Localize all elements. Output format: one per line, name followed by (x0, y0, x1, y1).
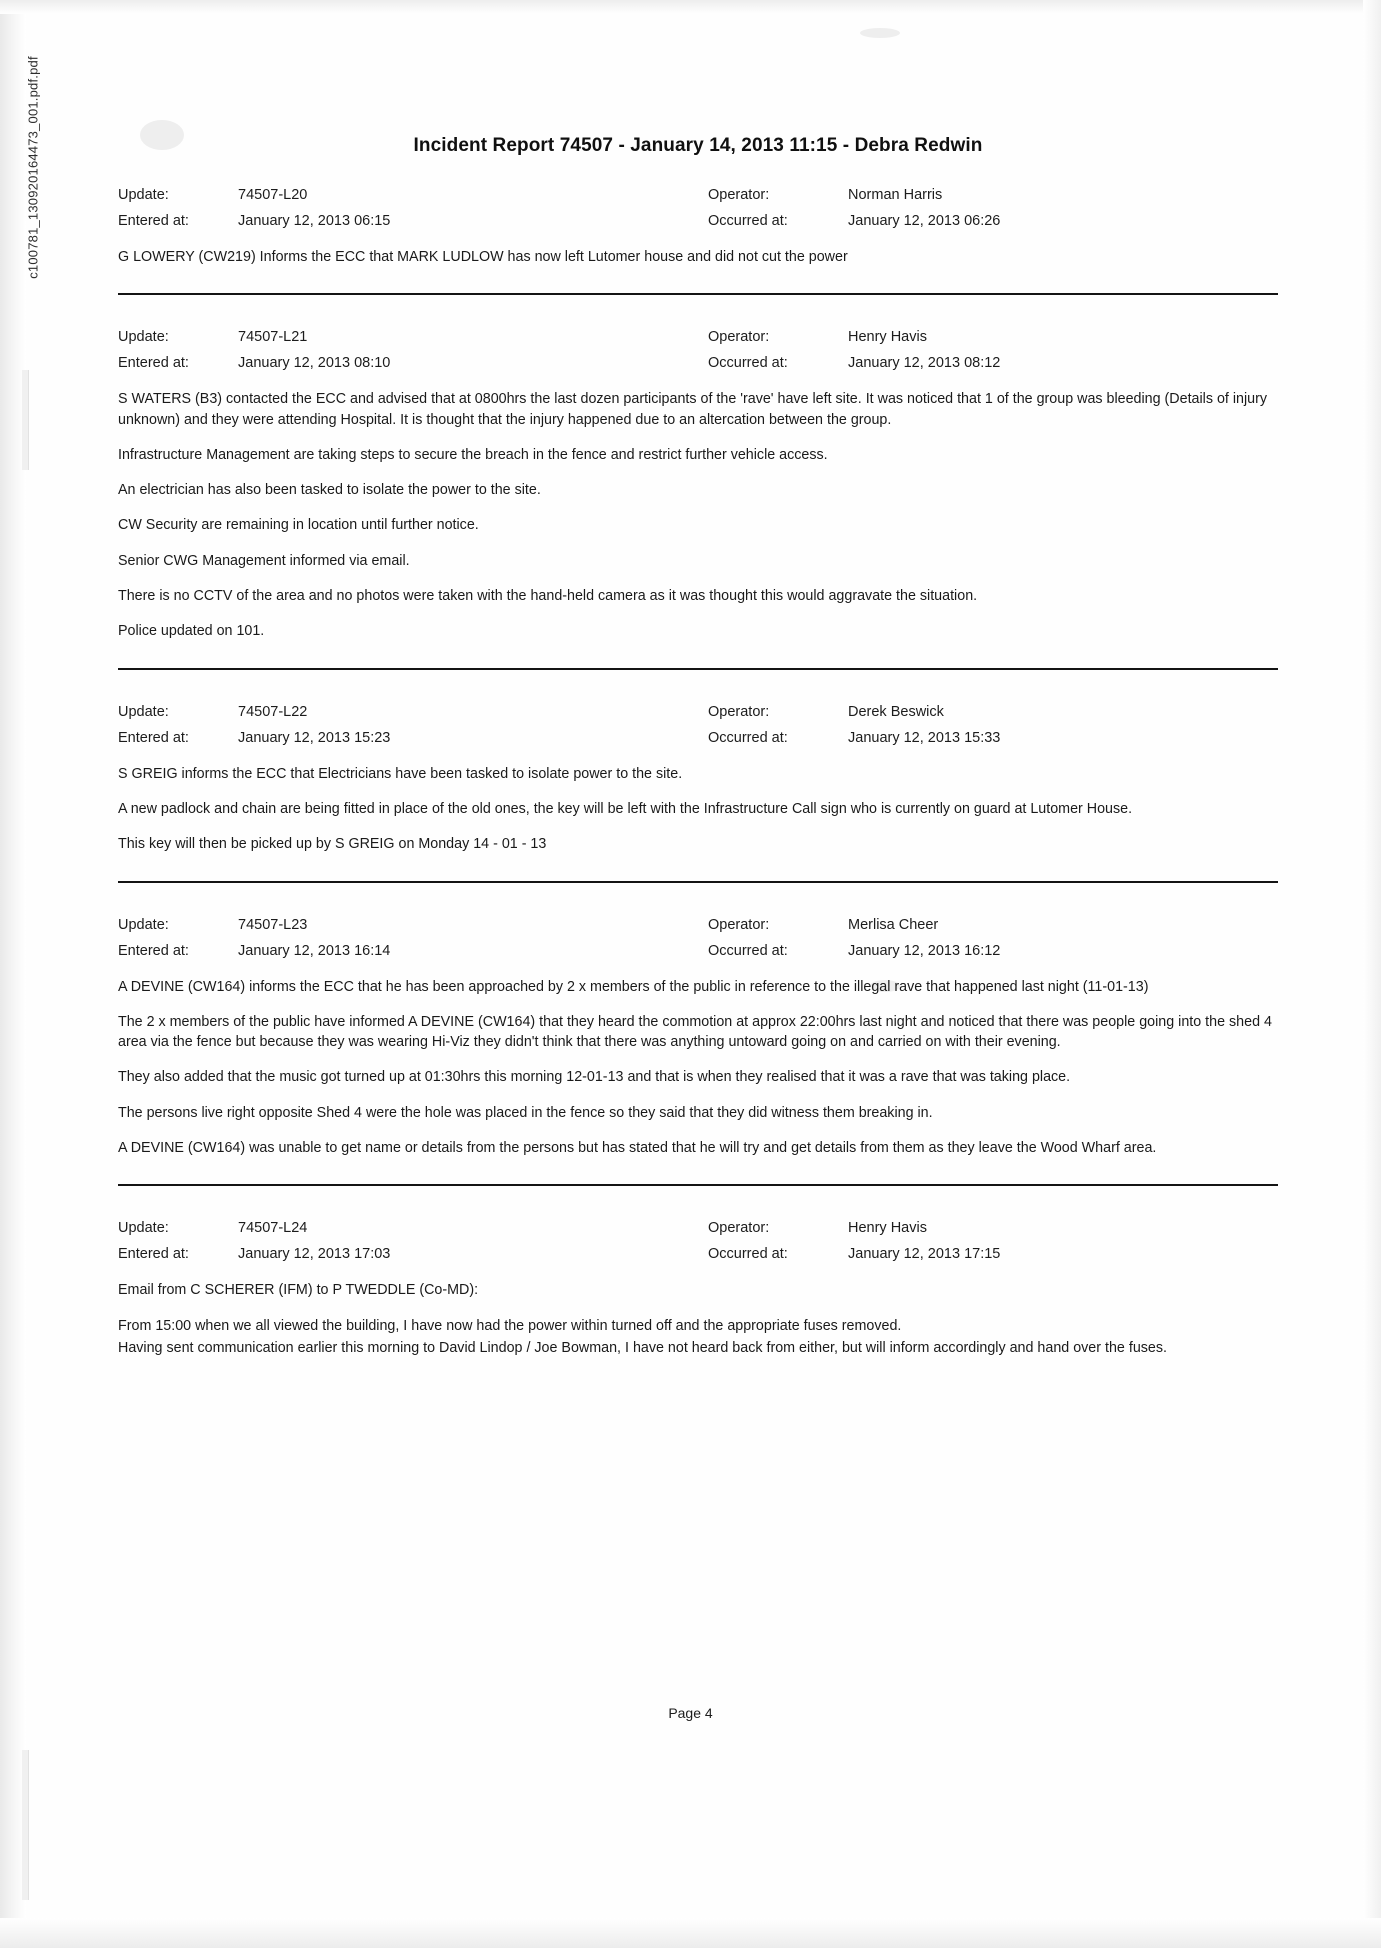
update-label: Update: (118, 187, 169, 203)
entered-at-label: Entered at: (118, 1246, 189, 1263)
operator-label: Operator: (708, 916, 770, 933)
entry-metadata-table (118, 1216, 1278, 1268)
table-row (118, 183, 1278, 209)
operator-value: Henry Havis (848, 1220, 927, 1237)
entry-divider (118, 1184, 1278, 1186)
entry-paragraph: This key will then be picked up by S GREIG on Monday 14 - 01 - 13 (118, 836, 547, 853)
entered-at-value: January 12, 2013 16:14 (238, 942, 391, 959)
entry-paragraph: Infrastructure Management are taking steps to secure the breach in the fence and restrict further vehicle access. (118, 446, 828, 463)
update-label: Update: (118, 1220, 169, 1237)
entry-paragraph: They also added that the music got turned up at 01:30hrs this morning 12-01-13 and that is when they realised that it was a rave that was taking place. (118, 1069, 1071, 1086)
table-row (118, 700, 1278, 726)
operator-label: Operator: (708, 329, 770, 346)
entry-paragraph: Having sent communication earlier this morning to David Lindop / Joe Bowman, I have not heard back from either, but will inform accordingly and hand over the fuses. (118, 1339, 1167, 1356)
entry-metadata-table (118, 700, 1278, 752)
entry-paragraph: S GREIG informs the ECC that Electricians have been tasked to isolate power to the site. (118, 765, 683, 782)
update-value: 74507-L23 (238, 916, 308, 933)
entry-paragraph: CW Security are remaining in location until further notice. (118, 517, 479, 534)
entry-paragraph: The 2 x members of the public have informed A DEVINE (CW164) that they heard the commotion at approx 22:00hrs last night and noticed that there was people going into the shed 4 area via the fence but because they was wearing Hi-Viz they didn't think that there was anything untoward going on and carried on with their evening. (118, 1013, 1272, 1051)
entered-at-value: January 12, 2013 17:03 (238, 1246, 391, 1263)
occurred-at-value: January 12, 2013 16:12 (848, 942, 1001, 959)
table-row (118, 913, 1278, 939)
entry-paragraph: Senior CWG Management informed via email. (118, 552, 410, 569)
entry-paragraph: S WATERS (B3) contacted the ECC and advised that at 0800hrs the last dozen participants of the 'rave' have left site. It was noticed that 1 of the group was bleeding (Details of injury unknown) and they were attending Hospital. It is thought that the injury happened due to an altercation between the group. (118, 391, 1268, 428)
operator-value: Henry Havis (848, 329, 927, 346)
entered-at-value: January 12, 2013 08:10 (238, 355, 391, 372)
operator-value: Norman Harris (848, 187, 943, 203)
entry-paragraph: A DEVINE (CW164) was unable to get name or details from the persons but has stated that he will try and get details from them as they leave the Wood Wharf area. (118, 1140, 1157, 1157)
entry-paragraph: An electrician has also been tasked to isolate the power to the site. (118, 482, 541, 499)
entry-divider (118, 668, 1278, 670)
occurred-at-value: January 12, 2013 17:15 (848, 1246, 1001, 1263)
entered-at-label: Entered at: (118, 942, 189, 959)
update-value: 74507-L20 (238, 187, 308, 203)
entered-at-label: Entered at: (118, 213, 189, 229)
incident-entry (118, 700, 1278, 855)
table-row (118, 1216, 1278, 1242)
entered-at-label: Entered at: (118, 729, 189, 746)
incident-entry (118, 1216, 1278, 1358)
table-row (118, 325, 1278, 351)
update-value: 74507-L22 (238, 703, 308, 720)
table-row (118, 351, 1278, 377)
occurred-at-label: Occurred at: (708, 355, 788, 372)
occurred-at-label: Occurred at: (708, 729, 788, 746)
entry-paragraph: A DEVINE (CW164) informs the ECC that he has been approached by 2 x members of the public in reference to the illegal rave that happened last night (11-01-13) (118, 978, 1149, 995)
update-label: Update: (118, 916, 169, 933)
entry-paragraph: The persons live right opposite Shed 4 were the hole was placed in the fence so they said that they did witness them breaking in. (118, 1104, 933, 1121)
operator-label: Operator: (708, 1220, 770, 1237)
entered-at-value: January 12, 2013 06:15 (238, 213, 391, 229)
table-row (118, 939, 1278, 965)
page-number: Page 4 (668, 1705, 713, 1721)
occurred-at-label: Occurred at: (708, 1246, 788, 1263)
entry-divider (118, 881, 1278, 883)
occurred-at-value: January 12, 2013 06:26 (848, 213, 1001, 229)
operator-label: Operator: (708, 187, 770, 203)
entry-paragraph: There is no CCTV of the area and no photos were taken with the hand-held camera as it was thought this would aggravate the situation. (118, 588, 978, 605)
incident-entry (118, 325, 1278, 641)
document-content (118, 135, 1278, 1373)
entered-at-label: Entered at: (118, 355, 189, 372)
page-title: Incident Report 74507 - January 14, 2013 11:15 - Debra Redwin (413, 135, 983, 156)
table-row (118, 209, 1278, 235)
table-row (118, 726, 1278, 752)
scan-filename-stamp: c100781_130920164473_001.pdf.pdf (25, 56, 41, 279)
incident-entry (118, 913, 1278, 1159)
entry-metadata-table (118, 913, 1278, 965)
entry-paragraph: From 15:00 when we all viewed the building, I have now had the power within turned off and the appropriate fuses removed. (118, 1317, 902, 1334)
occurred-at-label: Occurred at: (708, 213, 788, 229)
entry-divider (118, 293, 1278, 295)
table-row (118, 1242, 1278, 1268)
entry-paragraph: Email from C SCHERER (IFM) to P TWEDDLE (Co-MD): (118, 1282, 479, 1299)
entry-paragraph: A new padlock and chain are being fitted in place of the old ones, the key will be left with the Infrastructure Call sign who is currently on guard at Lutomer House. (118, 800, 1133, 817)
entry-paragraph: G LOWERY (CW219) Informs the ECC that MARK LUDLOW has now left Lutomer house and did not cut the power (118, 249, 848, 265)
operator-label: Operator: (708, 703, 770, 720)
update-value: 74507-L21 (238, 329, 308, 346)
entry-metadata-table (118, 183, 1278, 235)
occurred-at-label: Occurred at: (708, 942, 788, 959)
entry-metadata-table (118, 325, 1278, 377)
update-value: 74507-L24 (238, 1220, 308, 1237)
entry-paragraph: Police updated on 101. (118, 623, 265, 640)
operator-value: Merlisa Cheer (848, 916, 939, 933)
incident-entry (118, 183, 1278, 267)
occurred-at-value: January 12, 2013 08:12 (848, 355, 1001, 372)
update-label: Update: (118, 703, 169, 720)
update-label: Update: (118, 329, 169, 346)
entered-at-value: January 12, 2013 15:23 (238, 729, 391, 746)
operator-value: Derek Beswick (848, 703, 944, 720)
occurred-at-value: January 12, 2013 15:33 (848, 729, 1001, 746)
